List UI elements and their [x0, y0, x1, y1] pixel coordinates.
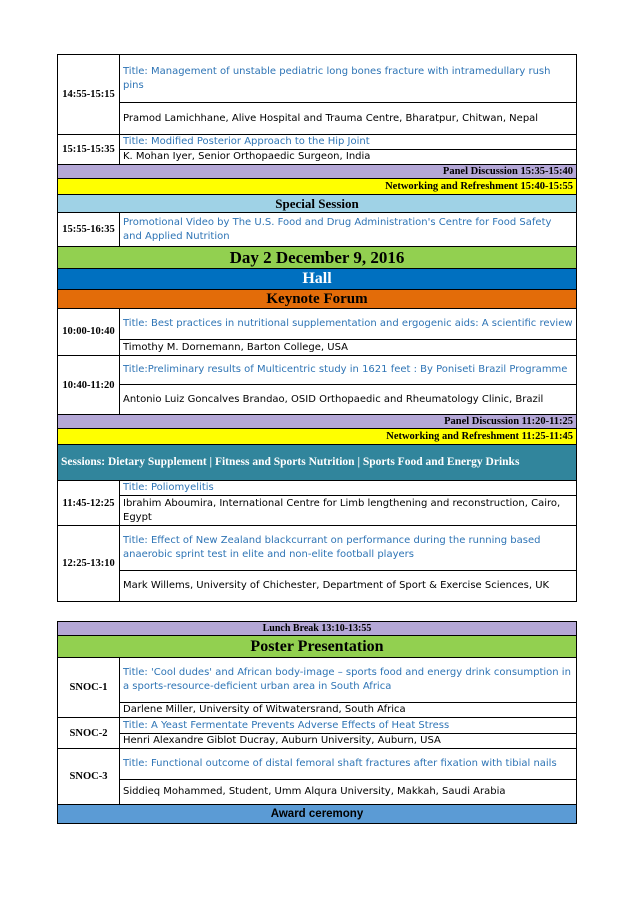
- award-ceremony: Award ceremony: [58, 805, 577, 824]
- poster-title: Title: 'Cool dudes' and African body-image – sports food and energy drink consumption in a sports-resource-deficient urban area in South Africa: [120, 658, 577, 703]
- poster-code: SNOC-1: [58, 658, 120, 718]
- talk-title: Title: Management of unstable pediatric long bones fracture with intramedullary rush pins: [120, 55, 577, 103]
- time-cell: 10:00-10:40: [58, 309, 120, 356]
- hall-header: Hall: [58, 269, 577, 290]
- poster-author: Siddieq Mohammed, Student, Umm Alqura University, Makkah, Saudi Arabia: [120, 780, 577, 805]
- special-session-header: Special Session: [58, 195, 577, 213]
- talk-author: Pramod Lamichhane, Alive Hospital and Trauma Centre, Bharatpur, Chitwan, Nepal: [120, 103, 577, 135]
- talk-author: Timothy M. Dornemann, Barton College, USA: [120, 340, 577, 356]
- talk-title: Title: Poliomyelitis: [120, 481, 577, 496]
- talk-title: Title: Best practices in nutritional supplementation and ergogenic aids: A scientific review: [120, 309, 577, 340]
- poster-title: Title: A Yeast Fermentate Prevents Adverse Effects of Heat Stress: [120, 718, 577, 734]
- time-cell: 14:55-15:15: [58, 55, 120, 135]
- session-header: Sessions: Dietary Supplement | Fitness and Sports Nutrition | Sports Food and Energy Drinks: [58, 445, 577, 481]
- talk-author: Mark Willems, University of Chichester, Department of Sport & Exercise Sciences, UK: [120, 571, 577, 602]
- time-cell: 15:55-16:35: [58, 213, 120, 247]
- talk-title: Title: Modified Posterior Approach to the Hip Joint: [120, 135, 577, 150]
- panel-discussion: Panel Discussion 11:20-11:25: [58, 415, 577, 429]
- time-cell: 10:40-11:20: [58, 356, 120, 415]
- day-header: Day 2 December 9, 2016: [58, 247, 577, 269]
- panel-discussion: Panel Discussion 15:35-15:40: [58, 165, 577, 179]
- time-cell: 15:15-15:35: [58, 135, 120, 165]
- time-cell: 12:25-13:10: [58, 526, 120, 602]
- poster-code: SNOC-2: [58, 718, 120, 749]
- talk-author: Antonio Luiz Goncalves Brandao, OSID Orthopaedic and Rheumatology Clinic, Brazil: [120, 385, 577, 415]
- poster-header: Poster Presentation: [58, 636, 577, 658]
- networking-break: Networking and Refreshment 15:40-15:55: [58, 179, 577, 195]
- poster-title: Title: Functional outcome of distal femoral shaft fractures after fixation with tibial nails: [120, 749, 577, 780]
- keynote-header: Keynote Forum: [58, 290, 577, 309]
- talk-title: Title:Preliminary results of Multicentric study in 1621 feet : By Poniseti Brazil Programme: [120, 356, 577, 385]
- lunch-break: Lunch Break 13:10-13:55: [58, 622, 577, 636]
- schedule-table: [57, 54, 577, 824]
- talk-title: Promotional Video by The U.S. Food and Drug Administration's Centre for Food Safety and Applied Nutrition: [120, 213, 577, 247]
- talk-title: Title: Effect of New Zealand blackcurrant on performance during the running based anaerobic sprint test in elite and non-elite football players: [120, 526, 577, 571]
- talk-author: Ibrahim Aboumira, International Centre for Limb lengthening and reconstruction, Cairo, Egypt: [120, 496, 577, 526]
- talk-author: K. Mohan Iyer, Senior Orthopaedic Surgeon, India: [120, 150, 577, 165]
- poster-code: SNOC-3: [58, 749, 120, 805]
- program-sheet: [57, 54, 576, 824]
- networking-break: Networking and Refreshment 11:25-11:45: [58, 429, 577, 445]
- poster-author: Darlene Miller, University of Witwatersrand, South Africa: [120, 703, 577, 718]
- time-cell: 11:45-12:25: [58, 481, 120, 526]
- table-gap: [58, 602, 577, 622]
- poster-author: Henri Alexandre Giblot Ducray, Auburn University, Auburn, USA: [120, 734, 577, 749]
